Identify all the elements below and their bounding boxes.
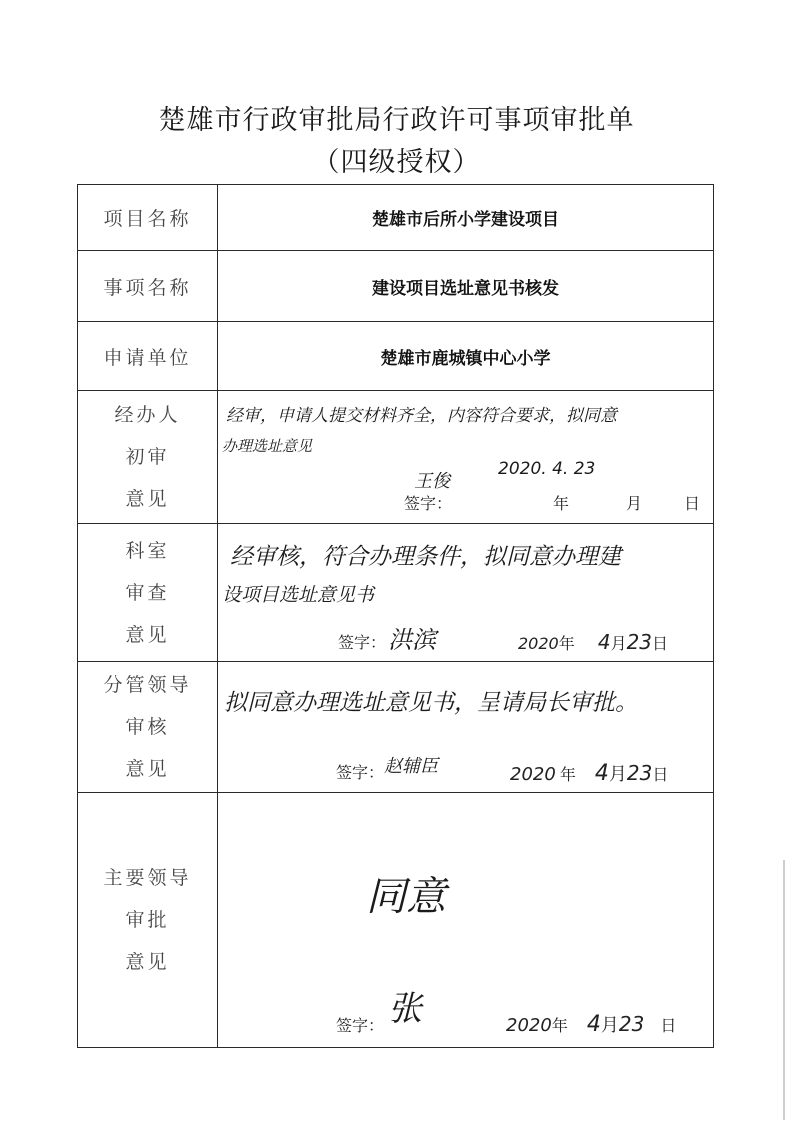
handler-label [78, 391, 218, 524]
chief-date-day-num: 23 [618, 1012, 645, 1036]
section-date-year-num: 2020 [518, 634, 559, 653]
row-handler-opinion [78, 391, 714, 524]
section-label-3: 意见 [125, 623, 170, 646]
chief-date-year-num: 2020 [506, 1015, 552, 1036]
handler-year: 年 [553, 494, 570, 513]
deputy-date-month: 月 [608, 764, 627, 785]
form-subtitle: （四级授权） [312, 147, 481, 178]
section-opinion-line1: 经审核，符合办理条件，拟同意办理建 [230, 544, 621, 570]
handler-month: 月 [626, 494, 643, 513]
row-project-name [78, 185, 714, 251]
chief-date-month-num: 4 [586, 1012, 601, 1037]
section-date-day: 日 [652, 634, 669, 653]
item-name-label: 事项名称 [78, 251, 218, 322]
project-name-value: 楚雄市后所小学建设项目 [218, 185, 714, 251]
handler-label-3: 意见 [125, 488, 170, 510]
chief-date-month: 月 [600, 1015, 619, 1036]
deputy-date-day-num: 23 [626, 761, 653, 785]
deputy-label-1: 分管领导 [103, 674, 192, 696]
chief-opinion-cell [218, 793, 714, 1048]
deputy-date-month-num: 4 [594, 761, 609, 786]
applicant-value: 楚雄市鹿城镇中心小学 [218, 322, 714, 391]
chief-opinion: 同意 [366, 874, 446, 920]
deputy-opinion-cell [218, 662, 714, 793]
deputy-date-day: 日 [652, 765, 669, 784]
section-label-2: 审查 [125, 581, 170, 604]
handler-day: 日 [684, 494, 701, 513]
deputy-label [78, 662, 218, 793]
deputy-signature: 赵辅臣 [384, 756, 438, 777]
row-chief-opinion [78, 793, 714, 1048]
chief-signature-label: 签字： [336, 1016, 385, 1035]
handler-opinion-cell [218, 391, 714, 524]
deputy-date-year-num: 2020 [510, 764, 556, 785]
chief-date-year: 年 [551, 1016, 568, 1035]
deputy-label-3: 意见 [125, 758, 170, 780]
deputy-signature-label: 签字： [336, 763, 385, 782]
chief-label-3: 意见 [125, 951, 170, 973]
handler-handwritten-date: 2020. 4. 23 [498, 459, 596, 479]
section-date [518, 630, 668, 654]
handler-label-1: 经办人 [114, 404, 181, 426]
chief-date [506, 1011, 676, 1037]
section-opinion-cell [218, 524, 714, 662]
scan-edge-line [783, 860, 785, 1120]
chief-label [78, 793, 218, 1048]
handler-opinion-line2: 办理选址意见 [222, 437, 313, 455]
section-signature: 洪滨 [388, 626, 436, 654]
deputy-date [510, 760, 668, 786]
chief-label-2: 审批 [125, 909, 170, 931]
section-date-month: 月 [610, 634, 627, 653]
section-label [78, 524, 218, 662]
handler-label-2: 初审 [125, 446, 170, 468]
handler-opinion-line1: 经审，申请人提交材料齐全，内容符合要求，拟同意 [226, 406, 617, 426]
chief-date-day: 日 [660, 1016, 677, 1035]
item-name-value: 建设项目选址意见书核发 [218, 251, 714, 322]
section-opinion-line2: 设项目选址意见书 [222, 584, 375, 606]
handler-signature: 王俊 [414, 471, 450, 492]
row-item-name [78, 251, 714, 322]
approval-table [77, 184, 714, 1048]
chief-signature: 张 [388, 989, 422, 1029]
section-signature-label: 签字： [338, 633, 387, 652]
section-date-month-num: 4 [597, 630, 611, 654]
deputy-opinion-line1: 拟同意办理选址意见书，呈请局长审批。 [224, 690, 638, 716]
section-date-year: 年 [558, 634, 575, 653]
handler-signature-label: 签字： [404, 494, 453, 513]
applicant-label: 申请单位 [78, 322, 218, 391]
section-date-day-num: 23 [626, 630, 653, 654]
row-applicant [78, 322, 714, 391]
deputy-label-2: 审核 [125, 716, 170, 738]
project-name-label: 项目名称 [78, 185, 218, 251]
deputy-date-year: 年 [559, 765, 576, 784]
chief-label-1: 主要领导 [103, 867, 192, 889]
section-label-1: 科室 [125, 539, 170, 562]
row-section-opinion [78, 524, 714, 662]
form-title: 楚雄市行政审批局行政许可事项审批单 [158, 105, 635, 136]
row-deputy-opinion [78, 662, 714, 793]
